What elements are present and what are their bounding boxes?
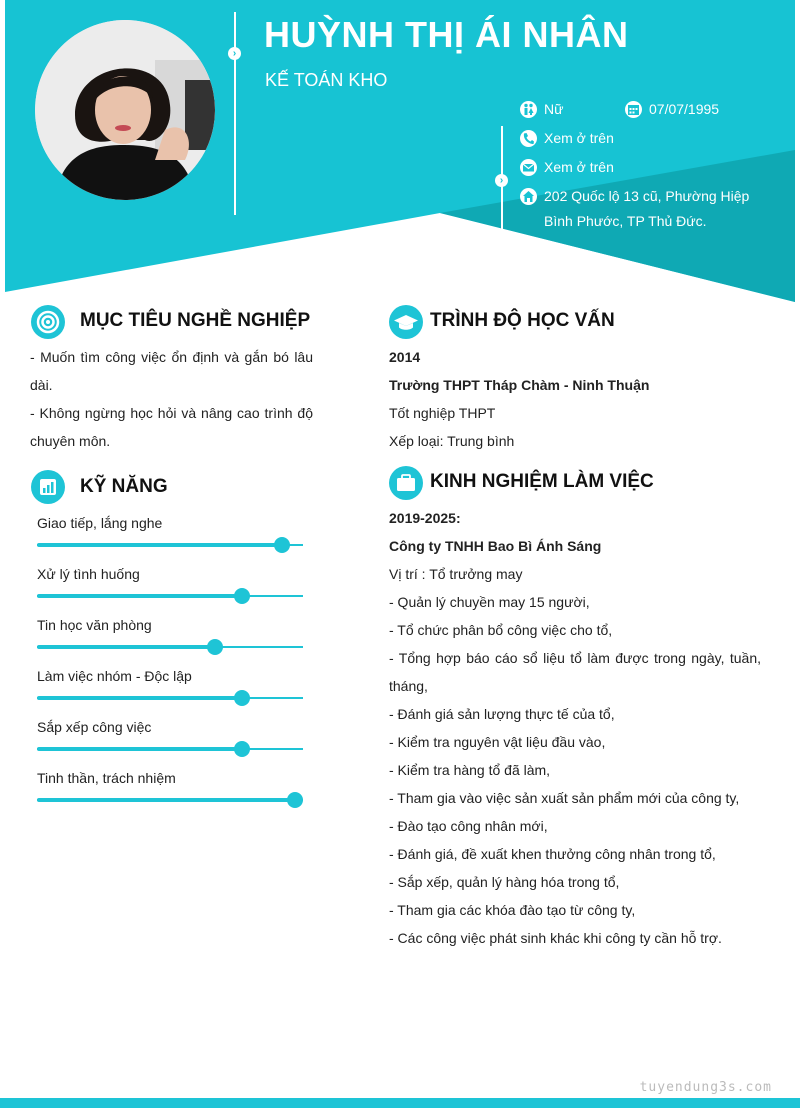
home-icon xyxy=(520,188,537,205)
experience-line: tháng, xyxy=(389,678,428,694)
skill-bar-fill xyxy=(37,645,215,649)
experience-line: - Kiểm tra hàng tổ đã làm, xyxy=(389,762,551,778)
birthday-value: 07/07/1995 xyxy=(649,101,720,117)
chart-icon xyxy=(31,470,65,504)
objective-line: - Không ngừng học hỏi và nâng cao trình độ xyxy=(30,405,313,421)
experience-line: - Quản lý chuyền may 15 người, xyxy=(389,594,590,610)
education-year: 2014 xyxy=(389,349,421,365)
experience-period: 2019-2025: xyxy=(389,510,461,526)
skill-bar-knob xyxy=(287,792,303,808)
experience-line: Vị trí : Tổ trưởng may xyxy=(389,566,523,582)
objective-title: MỤC TIÊU NGHỀ NGHIỆP xyxy=(80,310,311,331)
objective-line: chuyên môn. xyxy=(30,433,111,449)
skill-bar xyxy=(37,544,303,546)
phone-icon xyxy=(520,130,537,147)
education-text xyxy=(389,343,769,455)
skill-bar xyxy=(37,748,303,750)
skill-label: Tin học văn phòng xyxy=(37,617,152,633)
skill-label: Làm việc nhóm - Độc lập xyxy=(37,668,192,684)
job-title: KẾ TOÁN KHO xyxy=(265,70,388,90)
target-icon xyxy=(31,305,65,339)
skill-bar-knob xyxy=(234,741,250,757)
phone-value: Xem ở trên xyxy=(544,130,614,146)
address-line-1: 202 Quốc lộ 13 cũ, Phường Hiệp xyxy=(544,188,750,204)
objective-line: - Muốn tìm công việc ổn định và gắn bó lâu xyxy=(30,349,313,365)
address-line-2: Bình Phước, TP Thủ Đức. xyxy=(544,213,707,229)
watermark: tuyendung3s.com xyxy=(639,1080,772,1095)
header-divider xyxy=(234,12,236,215)
gender-icon xyxy=(520,101,537,118)
skill-bar xyxy=(37,799,303,801)
skill-bar-fill xyxy=(37,747,242,751)
experience-line: - Tổng hợp báo cáo sổ liệu tổ làm được trong ngày, tuần, xyxy=(389,650,761,666)
experience-line: - Tham gia vào việc sản xuất sản phẩm mới của công ty, xyxy=(389,790,740,806)
skill-label: Tinh thần, trách nhiệm xyxy=(37,770,176,786)
experience-line: - Sắp xếp, quản lý hàng hóa trong tổ, xyxy=(389,874,620,890)
skill-label: Xử lý tình huống xyxy=(37,566,140,582)
candidate-name: HUỲNH THỊ ÁI NHÂN xyxy=(264,14,629,55)
graduation-cap-icon xyxy=(389,305,423,339)
experience-line: - Đào tạo công nhân mới, xyxy=(389,818,548,834)
experience-lines xyxy=(389,560,761,952)
skill-label: Giao tiếp, lắng nghe xyxy=(37,515,163,531)
email-value: Xem ở trên xyxy=(544,159,614,175)
avatar xyxy=(35,20,215,200)
objective-text xyxy=(30,343,313,455)
experience-line: - Đánh giá sản lượng thực tế của tổ, xyxy=(389,706,615,722)
objective-line: dài. xyxy=(30,377,53,393)
footer-bar xyxy=(0,1098,800,1108)
education-rank: Xếp loại: Trung bình xyxy=(389,433,515,449)
experience-company: Công ty TNHH Bao Bì Ánh Sáng xyxy=(389,538,602,554)
skill-bar-knob xyxy=(207,639,223,655)
skill-bar-fill xyxy=(37,594,242,598)
experience-line: - Kiểm tra nguyên vật liệu đầu vào, xyxy=(389,734,606,750)
skill-bar-fill xyxy=(37,798,295,802)
education-title: TRÌNH ĐỘ HỌC VẤN xyxy=(430,310,615,331)
skill-bar-knob xyxy=(234,588,250,604)
chevron-right-icon: › xyxy=(495,174,508,187)
skills-title: KỸ NĂNG xyxy=(80,476,168,497)
skill-bar-fill xyxy=(37,696,242,700)
experience-line: - Tổ chức phân bổ công việc cho tổ, xyxy=(389,622,613,638)
skill-bar xyxy=(37,697,303,699)
gender-value: Nữ xyxy=(544,101,564,117)
experience-title: KINH NGHIỆM LÀM VIỆC xyxy=(430,471,654,492)
education-school: Trường THPT Tháp Chàm - Ninh Thuận xyxy=(389,377,650,393)
chevron-right-icon: › xyxy=(228,47,241,60)
experience-line: - Tham gia các khóa đào tạo từ công ty, xyxy=(389,902,636,918)
email-icon xyxy=(520,159,537,176)
briefcase-icon xyxy=(389,466,423,500)
skill-bar-knob xyxy=(234,690,250,706)
skill-bar-fill xyxy=(37,543,282,547)
calendar-icon xyxy=(625,101,642,118)
experience-line: - Đánh giá, đề xuất khen thưởng công nhân trong tổ, xyxy=(389,846,716,862)
education-degree: Tốt nghiệp THPT xyxy=(389,405,496,421)
skill-bar xyxy=(37,646,303,648)
experience-line: - Các công việc phát sinh khác khi công ty cần hỗ trợ. xyxy=(389,930,722,946)
skill-bar xyxy=(37,595,303,597)
experience-text xyxy=(389,504,761,952)
skill-label: Sắp xếp công việc xyxy=(37,719,152,735)
skill-bar-knob xyxy=(274,537,290,553)
